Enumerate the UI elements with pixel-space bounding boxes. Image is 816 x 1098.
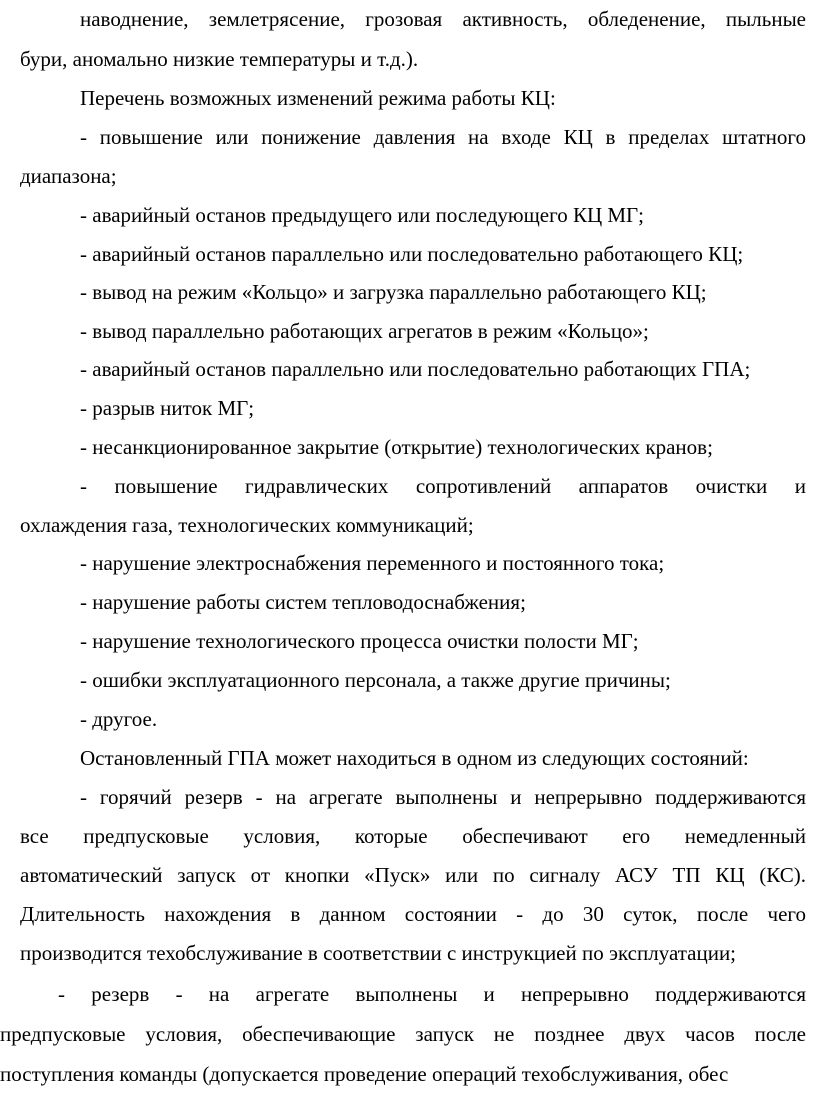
text-line: - аварийный останов параллельно или последовательно работающего КЦ; (80, 242, 744, 266)
text-line: - аварийный останов предыдущего или последующего КЦ МГ; (80, 203, 645, 227)
text-line: - разрыв ниток МГ; (80, 396, 255, 420)
text-line: - вывод параллельно работающих агрегатов в режим «Кольцо»; (80, 319, 649, 343)
text-line: предпусковые условия, обеспечивающие запуск не позднее двух часов после (0, 1022, 806, 1046)
text-line: поступления команды (допускается проведение операций техобслуживания, обес (0, 1062, 729, 1086)
text-line: - другое. (80, 707, 158, 731)
text-line: - резерв - на агрегате выполнены и непрерывно поддерживаются (58, 982, 806, 1006)
text-line: - вывод на режим «Кольцо» и загрузка параллельно работающего КЦ; (80, 280, 707, 304)
text-line: - нарушение работы систем тепловодоснабжения; (80, 590, 526, 614)
text-line: все предпусковые условия, которые обеспечивают его немедленный (20, 824, 806, 848)
text-line: Остановленный ГПА может находиться в одном из следующих состояний: (80, 746, 749, 770)
text-line: Перечень возможных изменений режима работы КЦ: (80, 86, 556, 110)
text-line: - нарушение электроснабжения переменного и постоянного тока; (80, 551, 665, 575)
text-line: - повышение или понижение давления на входе КЦ в пределах штатного (80, 125, 806, 149)
text-line: - повышение гидравлических сопротивлений аппаратов очистки и (80, 474, 806, 498)
text-line: автоматический запуск от кнопки «Пуск» или по сигналу АСУ ТП КЦ (КС). (20, 863, 806, 887)
text-line: - нарушение технологического процесса очистки полости МГ; (80, 629, 639, 653)
text-line: охлаждения газа, технологических коммуникаций; (20, 513, 474, 537)
text-line: диапазона; (20, 164, 117, 188)
text-line: - несанкционированное закрытие (открытие) технологических кранов; (80, 435, 713, 459)
text-line: - ошибки эксплуатационного персонала, а также другие причины; (80, 668, 671, 692)
text-line: бури, аномально низкие температуры и т.д.). (20, 47, 419, 71)
text-line: - аварийный останов параллельно или последовательно работающих ГПА; (80, 357, 751, 381)
text-line: - горячий резерв - на агрегате выполнены и непрерывно поддерживаются (80, 785, 806, 809)
text-line: наводнение, землетрясение, грозовая активность, обледенение, пыльные (80, 7, 806, 31)
text-line: производится техобслуживание в соответствии с инструкцией по эксплуатации; (20, 941, 737, 965)
text-line: Длительность нахождения в данном состоянии - до 30 суток, после чего (20, 902, 806, 926)
